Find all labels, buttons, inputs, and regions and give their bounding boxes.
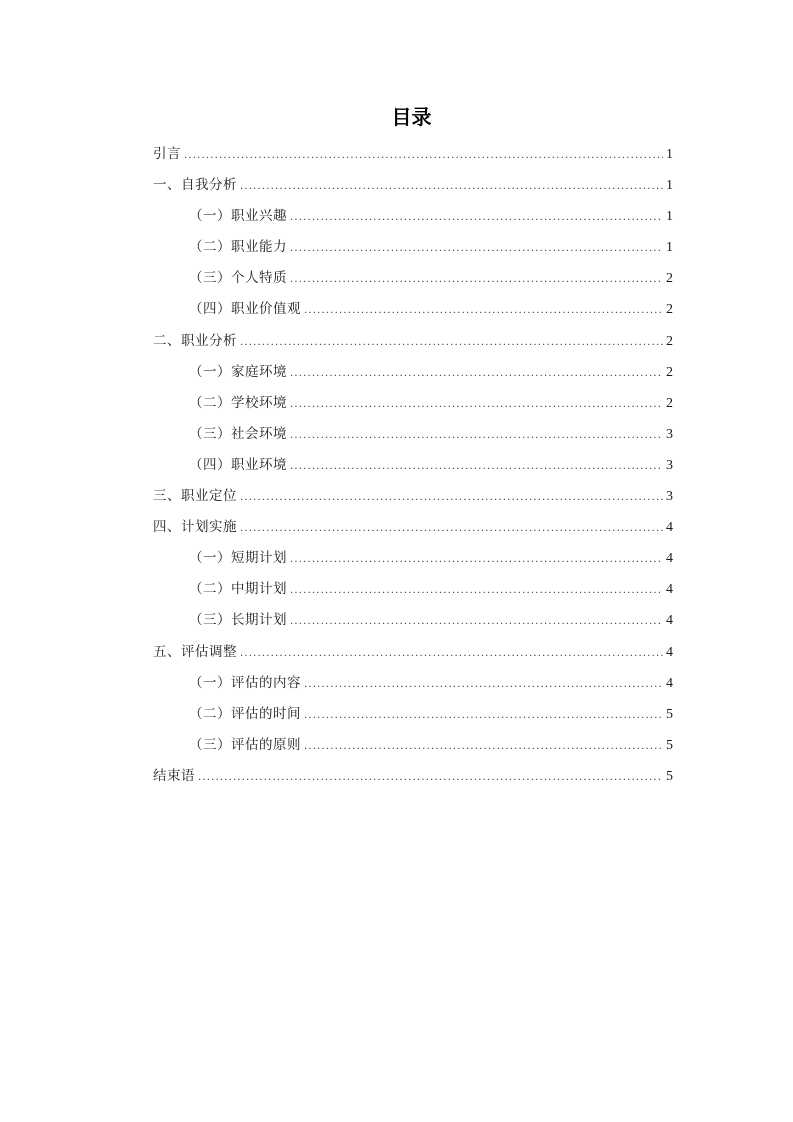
dot-leader [290, 363, 663, 385]
dot-leader [290, 456, 663, 478]
dot-leader [290, 580, 663, 602]
toc-entry[interactable] [153, 454, 673, 485]
dot-leader [304, 300, 663, 322]
toc-entry-page-number: 1 [666, 240, 673, 256]
toc-entry[interactable] [153, 361, 673, 392]
toc-entry-label: 一、自我分析 [153, 177, 237, 194]
toc-entry[interactable] [153, 641, 673, 672]
toc-entry-page-number: 2 [666, 333, 673, 349]
toc-entry[interactable] [153, 205, 673, 236]
toc-entry-page-number: 2 [666, 271, 673, 287]
toc-entry-page-number: 5 [666, 706, 673, 722]
toc-entry-page-number: 4 [666, 613, 673, 629]
toc-entry[interactable] [153, 734, 673, 765]
toc-entry-label: （二）职业能力 [189, 239, 287, 256]
toc-entry[interactable] [153, 236, 673, 267]
toc-entry[interactable] [153, 143, 673, 174]
toc-entry[interactable] [153, 609, 673, 640]
toc-entry-page-number: 3 [666, 426, 673, 442]
dot-leader [240, 332, 663, 354]
toc-entry-page-number: 3 [666, 457, 673, 473]
toc-entry-page-number: 4 [666, 551, 673, 567]
dot-leader [290, 425, 663, 447]
toc-entry-label: （四）职业环境 [189, 456, 287, 473]
toc-entry-page-number: 5 [666, 768, 673, 784]
toc-entry[interactable] [153, 765, 673, 796]
dot-leader [240, 643, 663, 665]
dot-leader [198, 767, 663, 789]
toc-entry-page-number: 4 [666, 675, 673, 691]
dot-leader [240, 487, 663, 509]
toc-entry-label: 三、职业定位 [153, 488, 237, 505]
toc-entry-page-number: 2 [666, 302, 673, 318]
dot-leader [290, 269, 663, 291]
table-of-contents [153, 143, 673, 796]
toc-entry-label: （二）中期计划 [189, 581, 287, 598]
toc-entry-label: （四）职业价值观 [189, 301, 301, 318]
toc-entry-page-number: 4 [666, 644, 673, 660]
toc-entry-label: 引言 [153, 146, 181, 162]
toc-entry-label: （一）职业兴趣 [189, 208, 287, 225]
toc-entry-label: （一）短期计划 [189, 550, 287, 567]
toc-entry-page-number: 1 [666, 147, 673, 162]
toc-entry[interactable] [153, 298, 673, 329]
dot-leader [304, 674, 663, 696]
toc-entry-page-number: 4 [666, 520, 673, 536]
toc-entry[interactable] [153, 578, 673, 609]
toc-entry[interactable] [153, 423, 673, 454]
toc-entry[interactable] [153, 703, 673, 734]
toc-entry-page-number: 5 [666, 737, 673, 753]
toc-entry-label: （一）评估的内容 [189, 674, 301, 691]
dot-leader [184, 145, 663, 167]
toc-entry-label: （三）个人特质 [189, 270, 287, 287]
toc-entry[interactable] [153, 267, 673, 298]
toc-entry-label: （二）评估的时间 [189, 705, 301, 722]
toc-entry-label: （三）评估的原则 [189, 736, 301, 753]
toc-entry-page-number: 1 [666, 178, 673, 194]
dot-leader [290, 207, 663, 229]
toc-entry-page-number: 2 [666, 395, 673, 411]
toc-entry-label: 结束语 [153, 767, 195, 784]
toc-entry[interactable] [153, 547, 673, 578]
toc-entry[interactable] [153, 174, 673, 205]
toc-entry[interactable] [153, 330, 673, 361]
toc-entry-label: （一）家庭环境 [189, 363, 287, 380]
toc-entry-label: 五、评估调整 [153, 643, 237, 660]
toc-entry[interactable] [153, 672, 673, 703]
dot-leader [290, 549, 663, 571]
toc-entry-label: 二、职业分析 [153, 332, 237, 349]
toc-entry-page-number: 4 [666, 582, 673, 598]
toc-entry-label: （三）社会环境 [189, 425, 287, 442]
toc-entry-label: 四、计划实施 [153, 519, 237, 536]
dot-leader [290, 238, 663, 260]
toc-entry[interactable] [153, 392, 673, 423]
dot-leader [240, 176, 663, 198]
dot-leader [304, 736, 663, 758]
toc-entry[interactable] [153, 516, 673, 547]
dot-leader [304, 705, 663, 727]
toc-entry-page-number: 1 [666, 209, 673, 225]
toc-entry-label: （三）长期计划 [189, 612, 287, 629]
toc-entry-page-number: 2 [666, 364, 673, 380]
dot-leader [290, 611, 663, 633]
toc-entry-label: （二）学校环境 [189, 394, 287, 411]
page-title: 目录 [391, 105, 432, 129]
dot-leader [290, 394, 663, 416]
dot-leader [240, 518, 663, 540]
toc-entry-page-number: 3 [666, 489, 673, 505]
toc-entry[interactable] [153, 485, 673, 516]
